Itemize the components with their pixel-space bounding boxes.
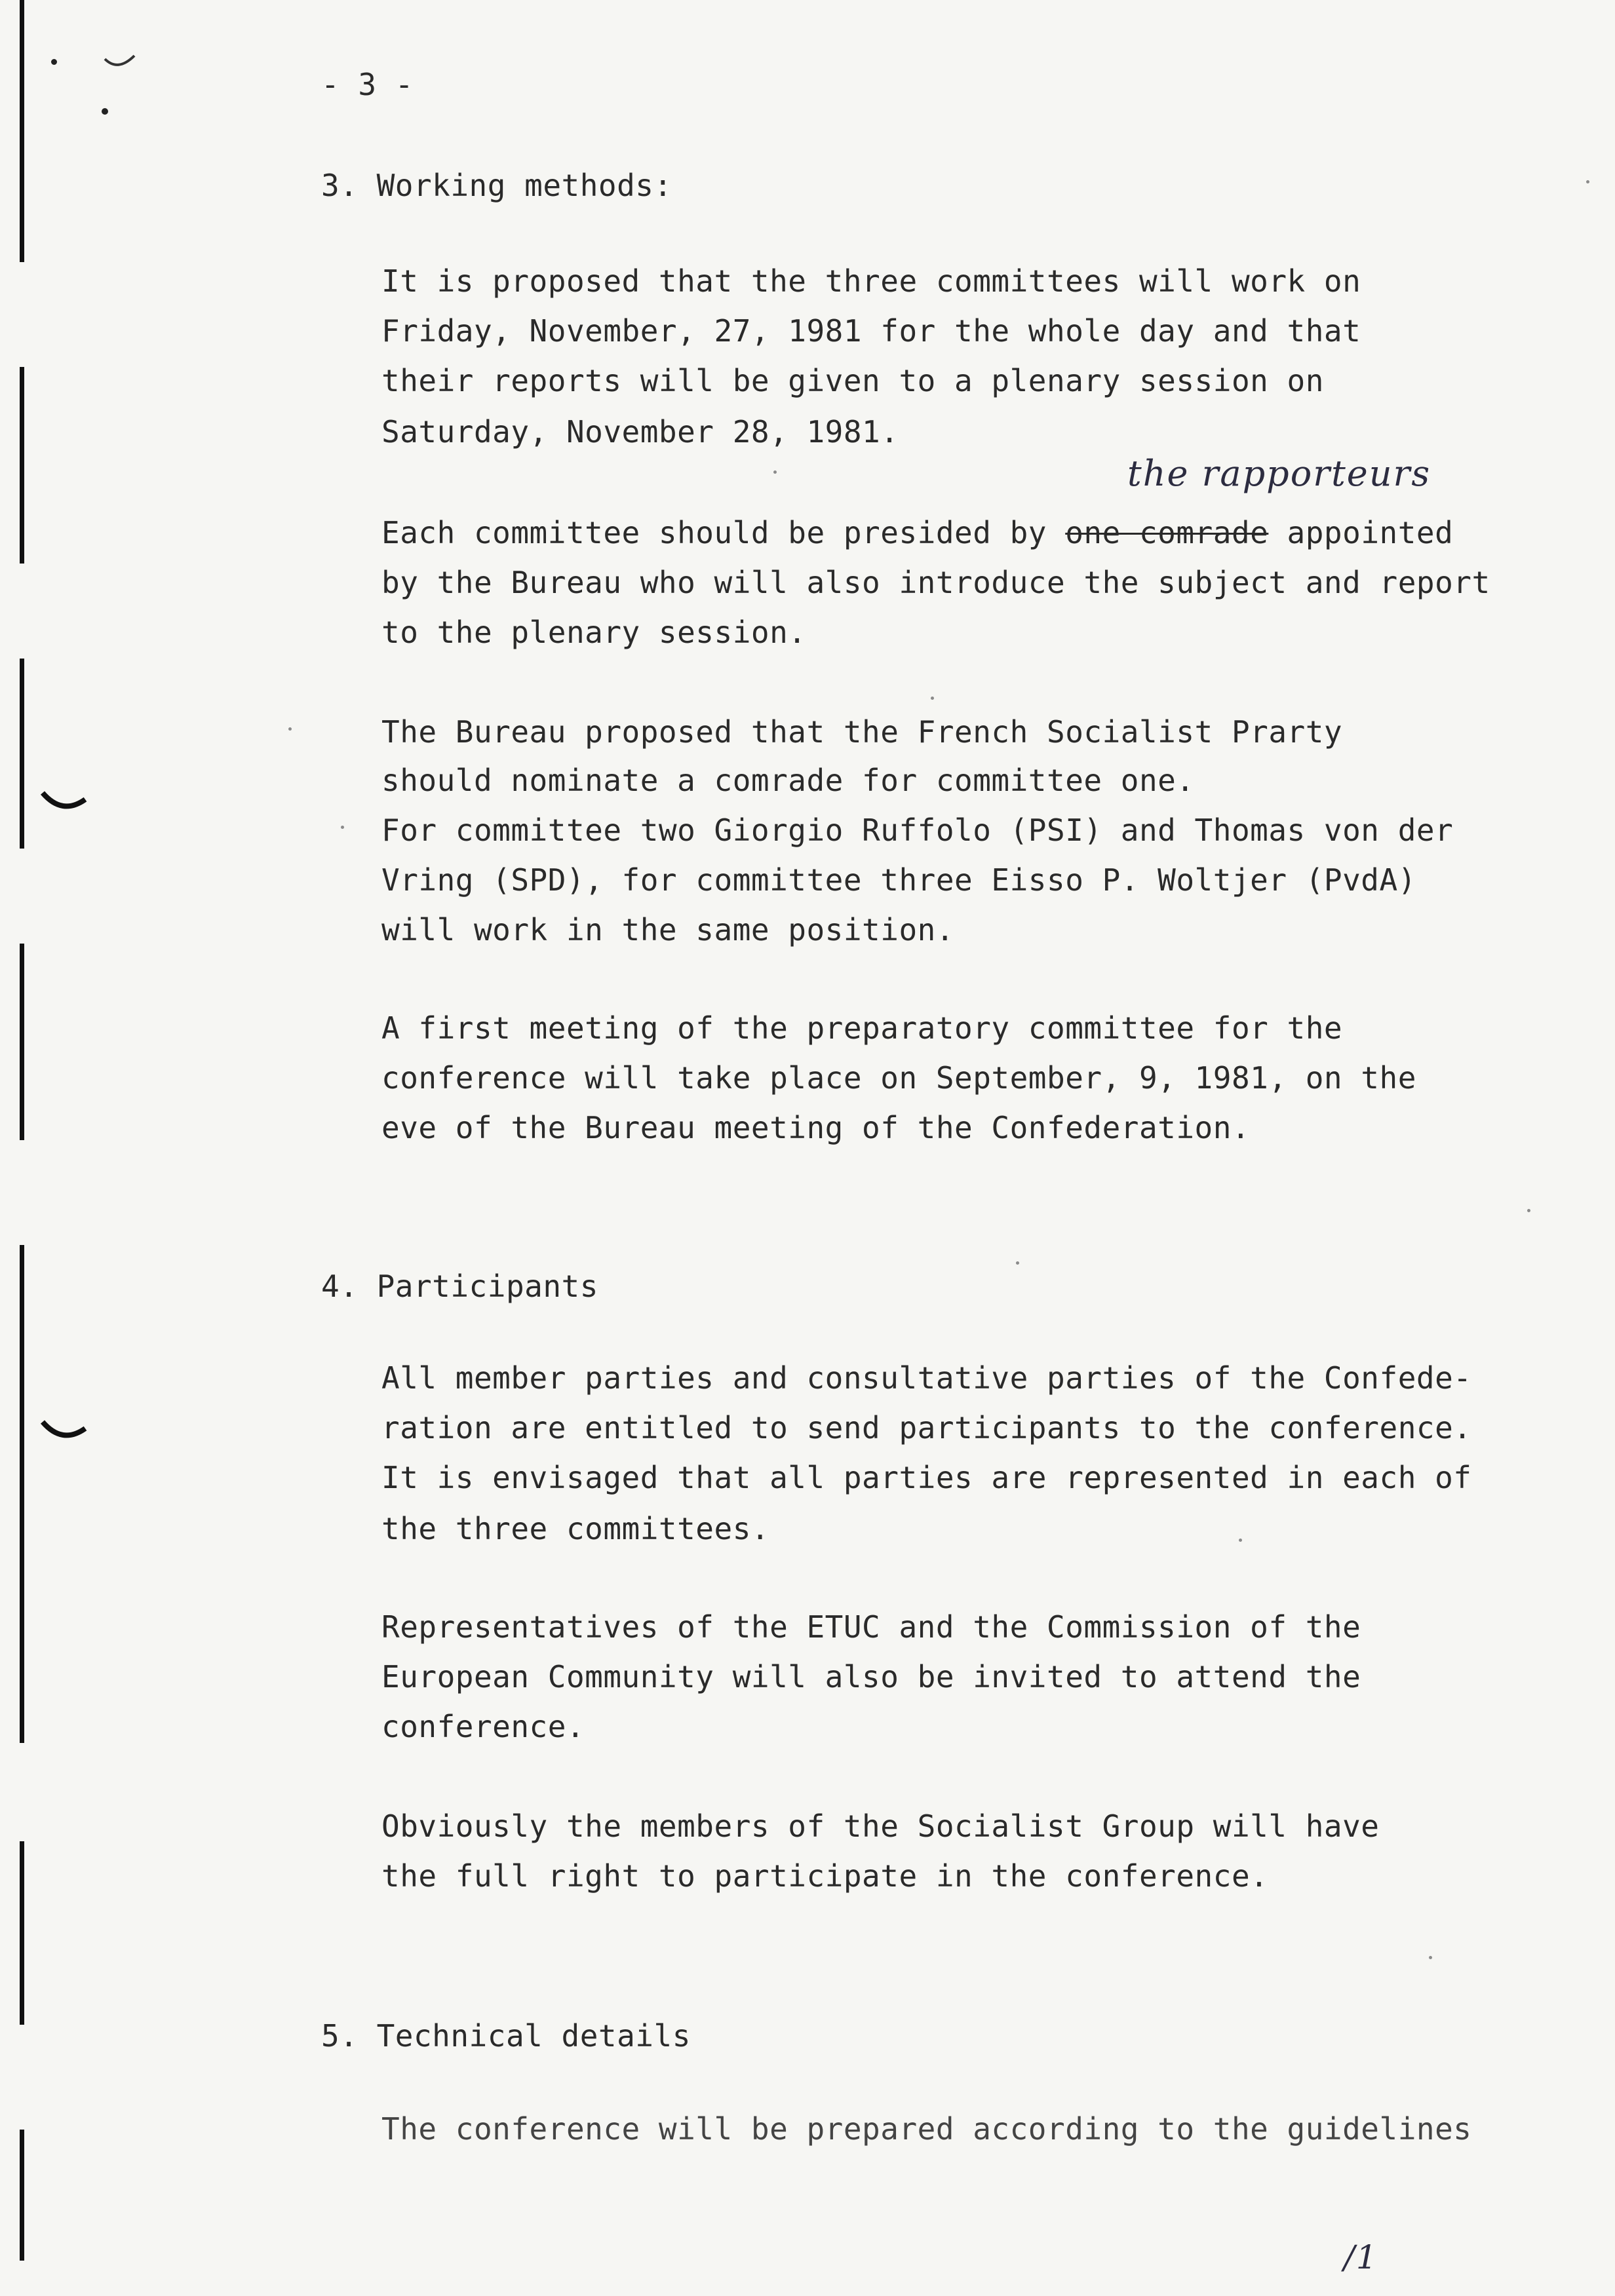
scan-speck: [1527, 1209, 1530, 1212]
paragraph-line: will work in the same position.: [381, 912, 955, 947]
paragraph-line: [381, 515, 1454, 550]
paragraph-line: Obviously the members of the Socialist Group will have: [381, 1808, 1380, 1844]
scan-speck: [1239, 1539, 1242, 1542]
paragraph-line: should nominate a comrade for committee one.: [381, 763, 1195, 798]
scan-speck: [51, 59, 57, 65]
paragraph-line: The conference will be prepared according to the guidelines: [381, 2111, 1472, 2147]
text-span: Each committee should be presided by: [381, 515, 1066, 550]
margin-mark: [20, 1841, 24, 2025]
continuation-mark: /1: [1344, 2238, 1378, 2276]
punch-hole-mark: [39, 786, 92, 826]
struck-text: one comrade: [1065, 515, 1269, 550]
scan-speck: [98, 39, 144, 79]
scan-speck: [773, 470, 777, 474]
paragraph-line: For committee two Giorgio Ruffolo (PSI) and Thomas von der: [381, 813, 1454, 848]
paragraph-line: the three committees.: [381, 1511, 770, 1546]
margin-mark: [20, 367, 24, 564]
paragraph-line: Vring (SPD), for committee three Eisso P. Woltjer (PvdA): [381, 862, 1416, 898]
scan-speck: [931, 697, 934, 700]
paragraph-line: European Community will also be invited to attend the: [381, 1659, 1361, 1694]
margin-mark: [20, 2130, 24, 2261]
paragraph-line: the full right to participate in the conference.: [381, 1858, 1269, 1894]
paragraph-line: A first meeting of the preparatory committee for the: [381, 1010, 1343, 1046]
punch-hole-mark: [39, 1415, 92, 1455]
paragraph-line: their reports will be given to a plenary session on: [381, 363, 1324, 398]
handwritten-annotation: the rapporteurs: [1127, 453, 1431, 494]
margin-mark: [20, 1245, 24, 1743]
text-span: appointed: [1268, 515, 1454, 550]
section-heading: 4. Participants: [321, 1269, 598, 1304]
scan-speck: [1429, 1956, 1432, 1959]
paragraph-line: Friday, November, 27, 1981 for the whole day and that: [381, 313, 1361, 349]
margin-mark: [20, 0, 24, 262]
section-heading: 5. Technical details: [321, 2018, 691, 2054]
scan-speck: [341, 826, 344, 829]
paragraph-line: All member parties and consultative parties of the Confede-: [381, 1360, 1472, 1396]
scan-speck: [1586, 180, 1589, 183]
section-heading: 3. Working methods:: [321, 168, 672, 203]
paragraph-line: to the plenary session.: [381, 615, 807, 650]
paragraph-line: The Bureau proposed that the French Socialist Prarty: [381, 714, 1343, 750]
paragraph-line: conference.: [381, 1709, 585, 1744]
paragraph-line: It is envisaged that all parties are represented in each of: [381, 1460, 1472, 1495]
margin-mark: [20, 944, 24, 1140]
scan-speck: [102, 108, 108, 115]
paragraph-line: eve of the Bureau meeting of the Confederation.: [381, 1110, 1251, 1145]
paragraph-line: conference will take place on September, 9, 1981, on the: [381, 1060, 1416, 1096]
margin-mark: [20, 659, 24, 849]
scan-speck: [288, 727, 292, 731]
paragraph-line: Representatives of the ETUC and the Commission of the: [381, 1609, 1361, 1645]
page-number: - 3 -: [321, 67, 414, 102]
paragraph-line: ration are entitled to send participants to the conference.: [381, 1410, 1472, 1445]
paragraph-line: It is proposed that the three committees will work on: [381, 263, 1361, 299]
scan-speck: [1016, 1261, 1019, 1265]
paragraph-line: by the Bureau who will also introduce the subject and report: [381, 565, 1490, 600]
paragraph-line: Saturday, November 28, 1981.: [381, 414, 899, 450]
